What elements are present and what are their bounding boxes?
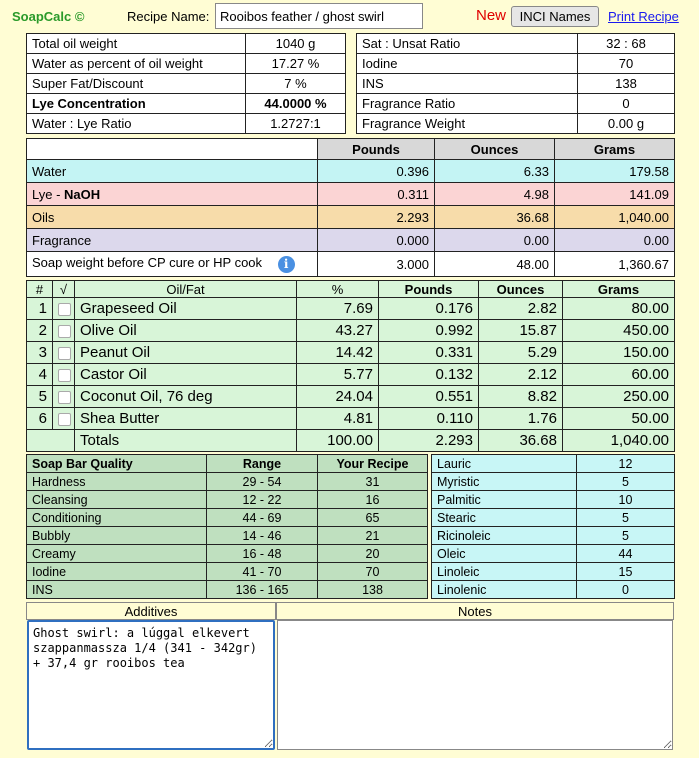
oil-row-number: 6 [27,408,53,430]
oil-row[interactable] [27,320,675,342]
oil-percent[interactable]: 5.77 [297,364,379,386]
header-blank [27,139,318,160]
fatty-acid-row [432,527,675,545]
lye-concentration-row[interactable] [27,94,346,114]
quality-value: 21 [318,527,428,545]
oil-percent[interactable]: 24.04 [297,386,379,408]
quality-name: INS [27,581,207,599]
oil-rows [27,298,675,430]
fatty-acid-rows [432,455,675,599]
fatty-acid-name: Ricinoleic [432,527,577,545]
quality-row [27,527,428,545]
oil-row[interactable] [27,298,675,320]
water-grams: 179.58 [555,160,675,183]
oil-name: Shea Butter [75,408,297,430]
fragrance-ounces: 0.00 [435,229,555,252]
fatty-acid-value: 0 [577,581,675,599]
quality-header-row [27,455,428,473]
row-value: 0.00 g [578,114,675,134]
fatty-acid-name: Myristic [432,473,577,491]
oil-name: Castor Oil [75,364,297,386]
oil-row-checkbox-cell [53,386,75,408]
summary-left-panel [26,33,346,134]
pounds-header: Pounds [379,281,479,298]
oil-row[interactable] [27,364,675,386]
oil-pounds: 0.132 [379,364,479,386]
fatty-acid-row [432,509,675,527]
range-header: Range [207,455,318,473]
quality-value: 70 [318,563,428,581]
quality-row [27,563,428,581]
oil-grams: 150.00 [563,342,675,364]
brand-logo: SoapCalc © [12,9,85,24]
quality-name: Iodine [27,563,207,581]
recipe-name-label: Recipe Name: [127,9,210,24]
row-value: 1040 g [246,34,346,54]
summary-right-panel [356,33,675,134]
oil-row[interactable] [27,342,675,364]
oil-row-number: 3 [27,342,53,364]
lye-row [27,183,675,206]
additives-label: Additives [26,602,276,620]
fatty-acid-name: Oleic [432,545,577,563]
fatty-acid-value: 15 [577,563,675,581]
lye-pounds: 0.311 [318,183,435,206]
quality-row [27,491,428,509]
oil-pounds: 0.551 [379,386,479,408]
quality-name: Hardness [27,473,207,491]
quality-value: 16 [318,491,428,509]
oil-row-checkbox-cell [53,342,75,364]
fatty-acid-value: 44 [577,545,675,563]
row-value: 17.27 % [246,54,346,74]
quality-name: Conditioning [27,509,207,527]
inci-names-button[interactable]: INCI Names [511,6,599,27]
super-fat-row[interactable] [27,74,346,94]
oil-ounces: 5.29 [479,342,563,364]
lye-label-text: Lye - [32,186,65,202]
row-label: Fragrance Weight [357,114,578,134]
oil-name: Coconut Oil, 76 deg [75,386,297,408]
fatty-acid-row [432,545,675,563]
row-value: 70 [578,54,675,74]
totals-blank [27,430,53,452]
oil-row-checkbox[interactable] [58,325,71,338]
quality-range: 16 - 48 [207,545,318,563]
fatty-acid-name: Lauric [432,455,577,473]
row-label: Water : Lye Ratio [27,114,246,134]
oil-row-number: 2 [27,320,53,342]
your-recipe-header: Your Recipe [318,455,428,473]
fatty-acid-value: 5 [577,509,675,527]
oil-row-checkbox-cell [53,364,75,386]
fatty-acid-name: Palmitic [432,491,577,509]
oil-row-number: 5 [27,386,53,408]
oil-row-checkbox[interactable] [58,369,71,382]
water-label: Water [27,160,318,183]
oil-grams: 60.00 [563,364,675,386]
oil-pounds: 0.331 [379,342,479,364]
oil-percent[interactable]: 7.69 [297,298,379,320]
oil-row-checkbox[interactable] [58,303,71,316]
notes-label: Notes [276,602,674,620]
quality-rows [27,473,428,599]
row-value: 44.0000 % [246,94,346,114]
oil-row-number: 4 [27,364,53,386]
fatty-acid-value: 10 [577,491,675,509]
oil-ounces: 2.12 [479,364,563,386]
quality-row [27,545,428,563]
row-label: INS [357,74,578,94]
fatty-acid-name: Linolenic [432,581,577,599]
oil-row-number: 1 [27,298,53,320]
totals-ounces: 36.68 [479,430,563,452]
row-label: Fragrance Ratio [357,94,578,114]
additives-textarea[interactable] [27,620,275,750]
oils-ounces: 36.68 [435,206,555,229]
oils-label: Oils [27,206,318,229]
oil-name-header: Oil/Fat [75,281,297,298]
sat-unsat-row [357,34,675,54]
oil-row-checkbox[interactable] [58,391,71,404]
fatty-acid-row [432,581,675,599]
row-label: Lye Concentration [27,94,246,114]
soap-weight-pounds: 3.000 [318,252,435,277]
num-header: # [27,281,53,298]
row-value: 7 % [246,74,346,94]
recipe-name-input[interactable] [215,3,423,29]
row-label: Total oil weight [27,34,246,54]
water-percent-row[interactable] [27,54,346,74]
fatty-acid-value: 12 [577,455,675,473]
oil-row-checkbox[interactable] [58,347,71,360]
water-lye-ratio-row[interactable] [27,114,346,134]
row-label: Water as percent of oil weight [27,54,246,74]
lye-label [27,183,318,206]
quality-value: 65 [318,509,428,527]
quality-range: 44 - 69 [207,509,318,527]
quality-value: 20 [318,545,428,563]
oil-grams: 250.00 [563,386,675,408]
water-pounds: 0.396 [318,160,435,183]
oil-percent[interactable]: 14.42 [297,342,379,364]
oils-header-row [27,281,675,298]
notes-textarea[interactable] [277,620,673,750]
soap-weight-label: Soap weight before CP cure or HP cook [32,255,263,271]
row-value: 1.2727:1 [246,114,346,134]
oils-grams: 1,040.00 [555,206,675,229]
percent-header: % [297,281,379,298]
fatty-acid-row [432,455,675,473]
oil-percent[interactable]: 43.27 [297,320,379,342]
weights-table [26,138,675,277]
weights-header-row [27,139,675,160]
fatty-acid-row [432,563,675,581]
quality-row [27,473,428,491]
ounces-header: Ounces [479,281,563,298]
fragrance-grams: 0.00 [555,229,675,252]
fatty-acid-row [432,491,675,509]
soap-weight-label-cell [27,252,318,277]
info-icon[interactable]: i [278,256,295,273]
new-label: New [476,7,507,24]
oil-row-checkbox-cell [53,320,75,342]
quality-name: Cleansing [27,491,207,509]
quality-header: Soap Bar Quality [27,455,207,473]
quality-range: 12 - 22 [207,491,318,509]
oil-row[interactable] [27,408,675,430]
oil-ounces: 1.76 [479,408,563,430]
oil-ounces: 15.87 [479,320,563,342]
oils-row [27,206,675,229]
quality-name: Creamy [27,545,207,563]
fatty-acid-row [432,473,675,491]
quality-row [27,509,428,527]
oil-grams: 50.00 [563,408,675,430]
fatty-acid-value: 5 [577,527,675,545]
ounces-header: Ounces [435,139,555,160]
soap-weight-ounces: 48.00 [435,252,555,277]
oils-table [26,280,675,452]
oil-percent[interactable]: 4.81 [297,408,379,430]
quality-range: 29 - 54 [207,473,318,491]
quality-name: Bubbly [27,527,207,545]
fatty-acid-value: 5 [577,473,675,491]
quality-range: 136 - 165 [207,581,318,599]
oil-pounds: 0.992 [379,320,479,342]
fatty-acid-name: Linoleic [432,563,577,581]
water-row [27,160,675,183]
oil-pounds: 0.110 [379,408,479,430]
oil-row-checkbox[interactable] [58,413,71,426]
fatty-acid-name: Stearic [432,509,577,527]
lye-type: NaOH [64,186,101,202]
oil-row-checkbox-cell [53,298,75,320]
row-label: Sat : Unsat Ratio [357,34,578,54]
grams-header: Grams [555,139,675,160]
ins-row [357,74,675,94]
row-value: 32 : 68 [578,34,675,54]
water-ounces: 6.33 [435,160,555,183]
lye-grams: 141.09 [555,183,675,206]
quality-row [27,581,428,599]
row-label: Super Fat/Discount [27,74,246,94]
fragrance-weight-row [357,114,675,134]
oil-name: Peanut Oil [75,342,297,364]
totals-label: Totals [75,430,297,452]
print-recipe-link[interactable]: Print Recipe [608,9,679,24]
iodine-row [357,54,675,74]
grams-header: Grams [563,281,675,298]
row-value: 0 [578,94,675,114]
oil-ounces: 8.82 [479,386,563,408]
check-header: √ [53,281,75,298]
quality-range: 14 - 46 [207,527,318,545]
quality-value: 138 [318,581,428,599]
fatty-acids-table [431,454,675,599]
totals-pounds: 2.293 [379,430,479,452]
oil-name: Olive Oil [75,320,297,342]
totals-blank [53,430,75,452]
row-value: 138 [578,74,675,94]
totals-percent: 100.00 [297,430,379,452]
oil-ounces: 2.82 [479,298,563,320]
soap-weight-grams: 1,360.67 [555,252,675,277]
quality-value: 31 [318,473,428,491]
oil-grams: 80.00 [563,298,675,320]
oils-pounds: 2.293 [318,206,435,229]
fragrance-ratio-row[interactable] [357,94,675,114]
fragrance-label: Fragrance [27,229,318,252]
row-label: Iodine [357,54,578,74]
total-oil-weight-row[interactable] [27,34,346,54]
pounds-header: Pounds [318,139,435,160]
lye-ounces: 4.98 [435,183,555,206]
oil-row[interactable] [27,386,675,408]
oil-name: Grapeseed Oil [75,298,297,320]
totals-row [27,430,675,452]
quality-range: 41 - 70 [207,563,318,581]
oil-pounds: 0.176 [379,298,479,320]
totals-grams: 1,040.00 [563,430,675,452]
soap-quality-table [26,454,428,599]
fragrance-row [27,229,675,252]
soap-weight-row [27,252,675,277]
oil-row-checkbox-cell [53,408,75,430]
oil-grams: 450.00 [563,320,675,342]
fragrance-pounds: 0.000 [318,229,435,252]
